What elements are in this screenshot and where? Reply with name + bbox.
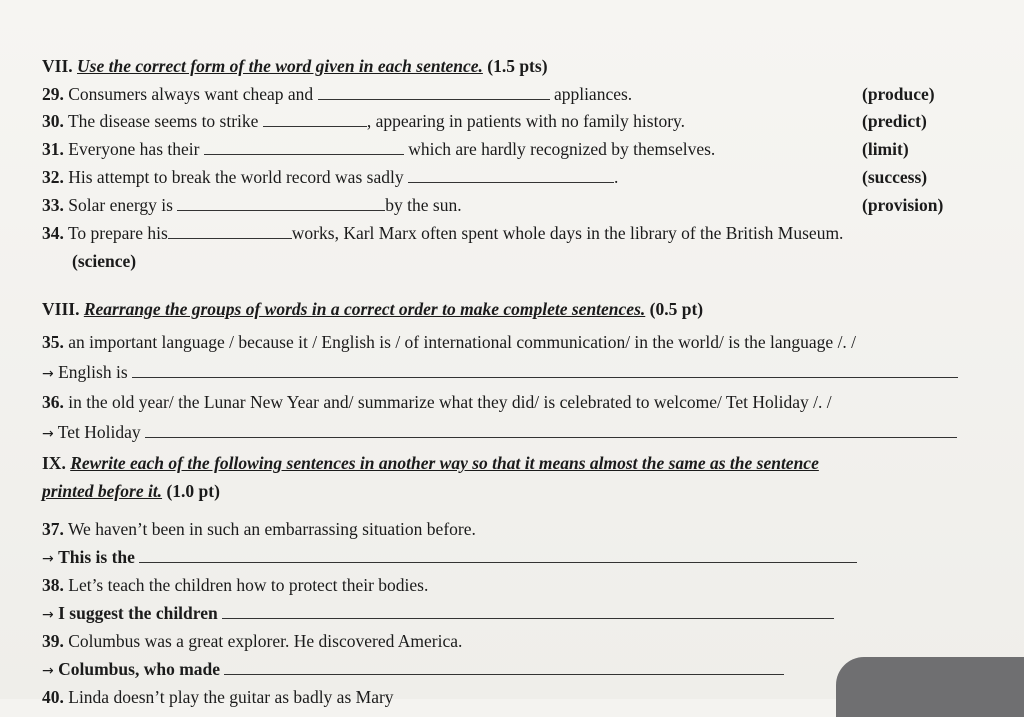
question-33: 33. Solar energy is by the sun. — [42, 195, 462, 215]
answer-blank[interactable] — [139, 548, 857, 563]
section-viii-heading — [42, 298, 703, 320]
section-title: Rewrite each of the following sentences in another way so that it means almost the same as the sentence — [70, 453, 819, 473]
question-38: 38. Let’s teach the children how to protect their bodies. — [42, 575, 429, 595]
question-39: 39. Columbus was a great explorer. He discovered America. — [42, 631, 463, 651]
answer-line-39: → Columbus, who made — [42, 658, 784, 682]
answer-blank[interactable] — [168, 224, 292, 239]
word-hint: (provision) — [862, 195, 944, 215]
arrow-icon: → — [42, 551, 54, 567]
answer-line-38: → I suggest the children — [42, 602, 834, 626]
section-ix-heading — [42, 452, 819, 474]
arrow-icon: → — [42, 426, 54, 442]
question-35: 35. an important language / because it / English is / of international communication/ in the world/ is the language /. / — [42, 332, 857, 352]
question-37: 37. We haven’t been in such an embarrassing situation before. — [42, 519, 476, 539]
word-hint: (produce) — [862, 84, 935, 104]
answer-line-35: → English is — [42, 361, 958, 385]
section-points: (1.5 pts) — [487, 56, 548, 76]
question-29: 29. Consumers always want cheap and appliances. — [42, 84, 633, 104]
answer-blank[interactable] — [263, 112, 367, 127]
word-hint: (science) — [72, 251, 137, 271]
section-points: (0.5 pt) — [649, 299, 704, 319]
word-hint: (limit) — [862, 139, 909, 159]
section-number: VII. — [42, 56, 73, 76]
section-title: printed before it. — [42, 481, 163, 501]
overlay-panel — [836, 657, 1024, 717]
answer-blank[interactable] — [132, 363, 958, 378]
section-number: IX. — [42, 453, 66, 473]
answer-blank[interactable] — [177, 196, 385, 211]
section-points: (1.0 pt) — [166, 481, 220, 501]
word-hint: (success) — [862, 167, 928, 187]
question-40: 40. Linda doesn’t play the guitar as badly as Mary — [42, 687, 394, 707]
answer-blank[interactable] — [222, 604, 834, 619]
answer-line-36: → Tet Holiday — [42, 421, 957, 445]
section-number: VIII. — [42, 299, 80, 319]
question-34: 34. To prepare his works, Karl Marx often spent whole days in the library of the British Museum. — [42, 223, 844, 243]
answer-blank[interactable] — [204, 140, 404, 155]
arrow-icon: → — [42, 607, 54, 623]
question-30: 30. The disease seems to strike , appearing in patients with no family history. — [42, 111, 686, 131]
arrow-icon: → — [42, 663, 54, 679]
section-ix-heading-cont — [42, 480, 220, 502]
section-title: Use the correct form of the word given in each sentence. — [77, 56, 483, 76]
section-vii-heading — [42, 55, 548, 77]
question-31: 31. Everyone has their which are hardly recognized by themselves. — [42, 139, 716, 159]
answer-blank[interactable] — [408, 168, 614, 183]
question-36: 36. in the old year/ the Lunar New Year and/ summarize what they did/ is celebrated to welcome/ Tet Holiday /. / — [42, 392, 832, 412]
answer-blank[interactable] — [145, 423, 957, 438]
answer-blank[interactable] — [318, 85, 550, 100]
arrow-icon: → — [42, 366, 54, 382]
word-hint: (predict) — [862, 111, 927, 131]
question-32: 32. His attempt to break the world record was sadly . — [42, 167, 619, 187]
answer-line-37: → This is the — [42, 546, 857, 570]
section-title: Rearrange the groups of words in a correct order to make complete sentences. — [83, 299, 646, 319]
answer-blank[interactable] — [224, 660, 784, 675]
